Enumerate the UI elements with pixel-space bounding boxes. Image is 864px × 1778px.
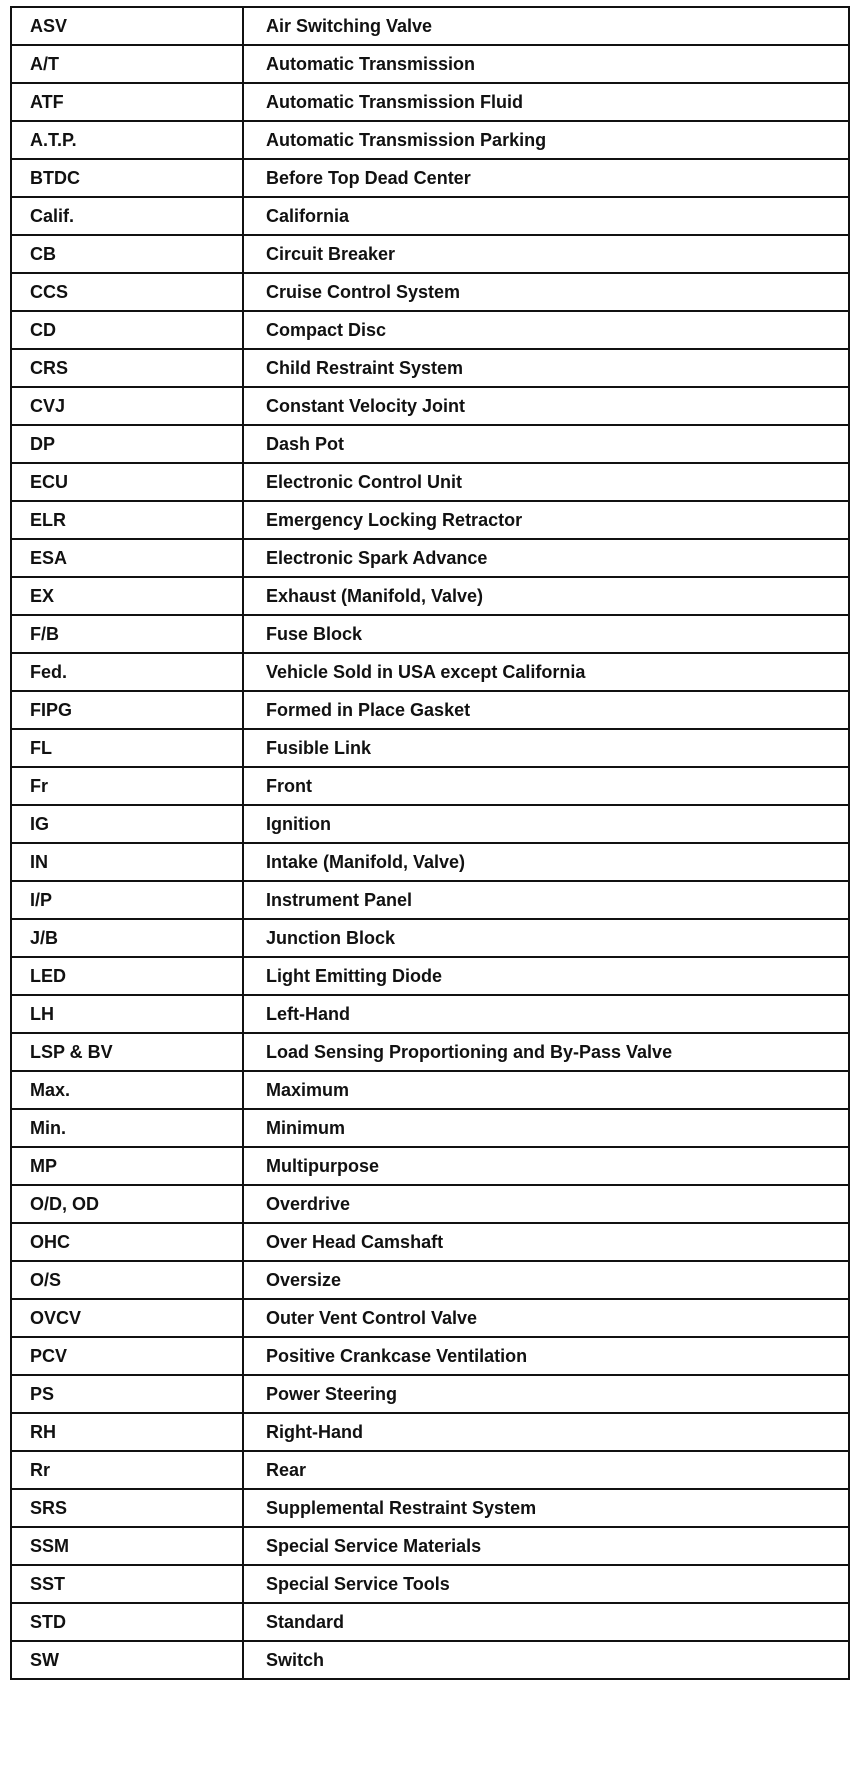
abbreviation-cell: F/B [11,615,243,653]
meaning-cell: Light Emitting Diode [243,957,849,995]
meaning-cell: Air Switching Valve [243,7,849,45]
table-row [11,1527,849,1565]
abbreviation-cell: EX [11,577,243,615]
abbreviation-cell: IG [11,805,243,843]
table-row [11,349,849,387]
table-row [11,691,849,729]
table-row [11,197,849,235]
abbreviation-cell: CB [11,235,243,273]
abbreviation-cell: ECU [11,463,243,501]
table-row [11,805,849,843]
table-row [11,577,849,615]
table-row [11,159,849,197]
meaning-cell: Maximum [243,1071,849,1109]
table-row [11,1223,849,1261]
meaning-cell: Right-Hand [243,1413,849,1451]
abbreviation-cell: ESA [11,539,243,577]
meaning-cell: Circuit Breaker [243,235,849,273]
abbreviation-cell: Max. [11,1071,243,1109]
table-row [11,919,849,957]
meaning-cell: Exhaust (Manifold, Valve) [243,577,849,615]
abbreviations-table [10,6,850,1680]
meaning-cell: Outer Vent Control Valve [243,1299,849,1337]
table-row [11,767,849,805]
abbreviation-cell: SSM [11,1527,243,1565]
abbreviation-cell: Fed. [11,653,243,691]
abbreviation-cell: IN [11,843,243,881]
table-row [11,1299,849,1337]
meaning-cell: Cruise Control System [243,273,849,311]
meaning-cell: Vehicle Sold in USA except California [243,653,849,691]
abbreviation-cell: PS [11,1375,243,1413]
table-row [11,995,849,1033]
meaning-cell: Minimum [243,1109,849,1147]
meaning-cell: Formed in Place Gasket [243,691,849,729]
meaning-cell: Constant Velocity Joint [243,387,849,425]
table-row [11,501,849,539]
meaning-cell: Special Service Materials [243,1527,849,1565]
abbreviation-cell: O/S [11,1261,243,1299]
table-row [11,1489,849,1527]
meaning-cell: Compact Disc [243,311,849,349]
meaning-cell: Multipurpose [243,1147,849,1185]
table-row [11,1375,849,1413]
meaning-cell: Dash Pot [243,425,849,463]
table-row [11,729,849,767]
table-row [11,1565,849,1603]
meaning-cell: Instrument Panel [243,881,849,919]
table-row [11,1451,849,1489]
table-row [11,1337,849,1375]
abbreviation-cell: CRS [11,349,243,387]
meaning-cell: Standard [243,1603,849,1641]
table-row [11,1033,849,1071]
abbreviation-cell: CD [11,311,243,349]
meaning-cell: Load Sensing Proportioning and By-Pass Valve [243,1033,849,1071]
meaning-cell: Positive Crankcase Ventilation [243,1337,849,1375]
abbreviation-cell: O/D, OD [11,1185,243,1223]
abbreviation-cell: DP [11,425,243,463]
table-row [11,311,849,349]
table-row [11,463,849,501]
meaning-cell: Left-Hand [243,995,849,1033]
table-row [11,273,849,311]
table-row [11,843,849,881]
abbreviation-cell: FIPG [11,691,243,729]
meaning-cell: Fuse Block [243,615,849,653]
meaning-cell: Automatic Transmission [243,45,849,83]
meaning-cell: Electronic Control Unit [243,463,849,501]
meaning-cell: Ignition [243,805,849,843]
meaning-cell: Fusible Link [243,729,849,767]
table-row [11,653,849,691]
meaning-cell: Intake (Manifold, Valve) [243,843,849,881]
abbreviation-cell: A.T.P. [11,121,243,159]
table-row [11,1147,849,1185]
meaning-cell: Special Service Tools [243,1565,849,1603]
table-row [11,235,849,273]
meaning-cell: Power Steering [243,1375,849,1413]
abbreviation-cell: LED [11,957,243,995]
abbreviation-cell: A/T [11,45,243,83]
meaning-cell: Front [243,767,849,805]
meaning-cell: Automatic Transmission Parking [243,121,849,159]
meaning-cell: Switch [243,1641,849,1679]
table-row [11,1261,849,1299]
table-row [11,7,849,45]
abbreviation-cell: ATF [11,83,243,121]
meaning-cell: California [243,197,849,235]
table-row [11,387,849,425]
table-row [11,1603,849,1641]
abbreviation-cell: I/P [11,881,243,919]
table-row [11,1413,849,1451]
abbreviation-cell: Min. [11,1109,243,1147]
abbreviation-cell: OHC [11,1223,243,1261]
meaning-cell: Oversize [243,1261,849,1299]
meaning-cell: Emergency Locking Retractor [243,501,849,539]
table-row [11,1109,849,1147]
abbreviation-cell: LSP & BV [11,1033,243,1071]
meaning-cell: Rear [243,1451,849,1489]
table-row [11,957,849,995]
abbreviation-cell: RH [11,1413,243,1451]
abbreviation-cell: CVJ [11,387,243,425]
table-row [11,121,849,159]
abbreviation-cell: SST [11,1565,243,1603]
abbreviation-cell: SW [11,1641,243,1679]
abbreviation-cell: FL [11,729,243,767]
abbreviations-page [10,6,848,1680]
meaning-cell: Electronic Spark Advance [243,539,849,577]
table-row [11,1185,849,1223]
table-row [11,615,849,653]
abbreviation-cell: ASV [11,7,243,45]
meaning-cell: Child Restraint System [243,349,849,387]
meaning-cell: Supplemental Restraint System [243,1489,849,1527]
abbreviation-cell: CCS [11,273,243,311]
meaning-cell: Automatic Transmission Fluid [243,83,849,121]
table-row [11,1071,849,1109]
abbreviation-cell: ELR [11,501,243,539]
abbreviations-table-body [11,7,849,1679]
meaning-cell: Overdrive [243,1185,849,1223]
meaning-cell: Junction Block [243,919,849,957]
abbreviation-cell: LH [11,995,243,1033]
abbreviation-cell: Rr [11,1451,243,1489]
abbreviation-cell: SRS [11,1489,243,1527]
abbreviation-cell: STD [11,1603,243,1641]
abbreviation-cell: BTDC [11,159,243,197]
abbreviation-cell: PCV [11,1337,243,1375]
abbreviation-cell: MP [11,1147,243,1185]
abbreviation-cell: J/B [11,919,243,957]
table-row [11,539,849,577]
meaning-cell: Before Top Dead Center [243,159,849,197]
meaning-cell: Over Head Camshaft [243,1223,849,1261]
table-row [11,83,849,121]
table-row [11,45,849,83]
abbreviation-cell: OVCV [11,1299,243,1337]
table-row [11,425,849,463]
abbreviation-cell: Fr [11,767,243,805]
abbreviation-cell: Calif. [11,197,243,235]
table-row [11,1641,849,1679]
table-row [11,881,849,919]
